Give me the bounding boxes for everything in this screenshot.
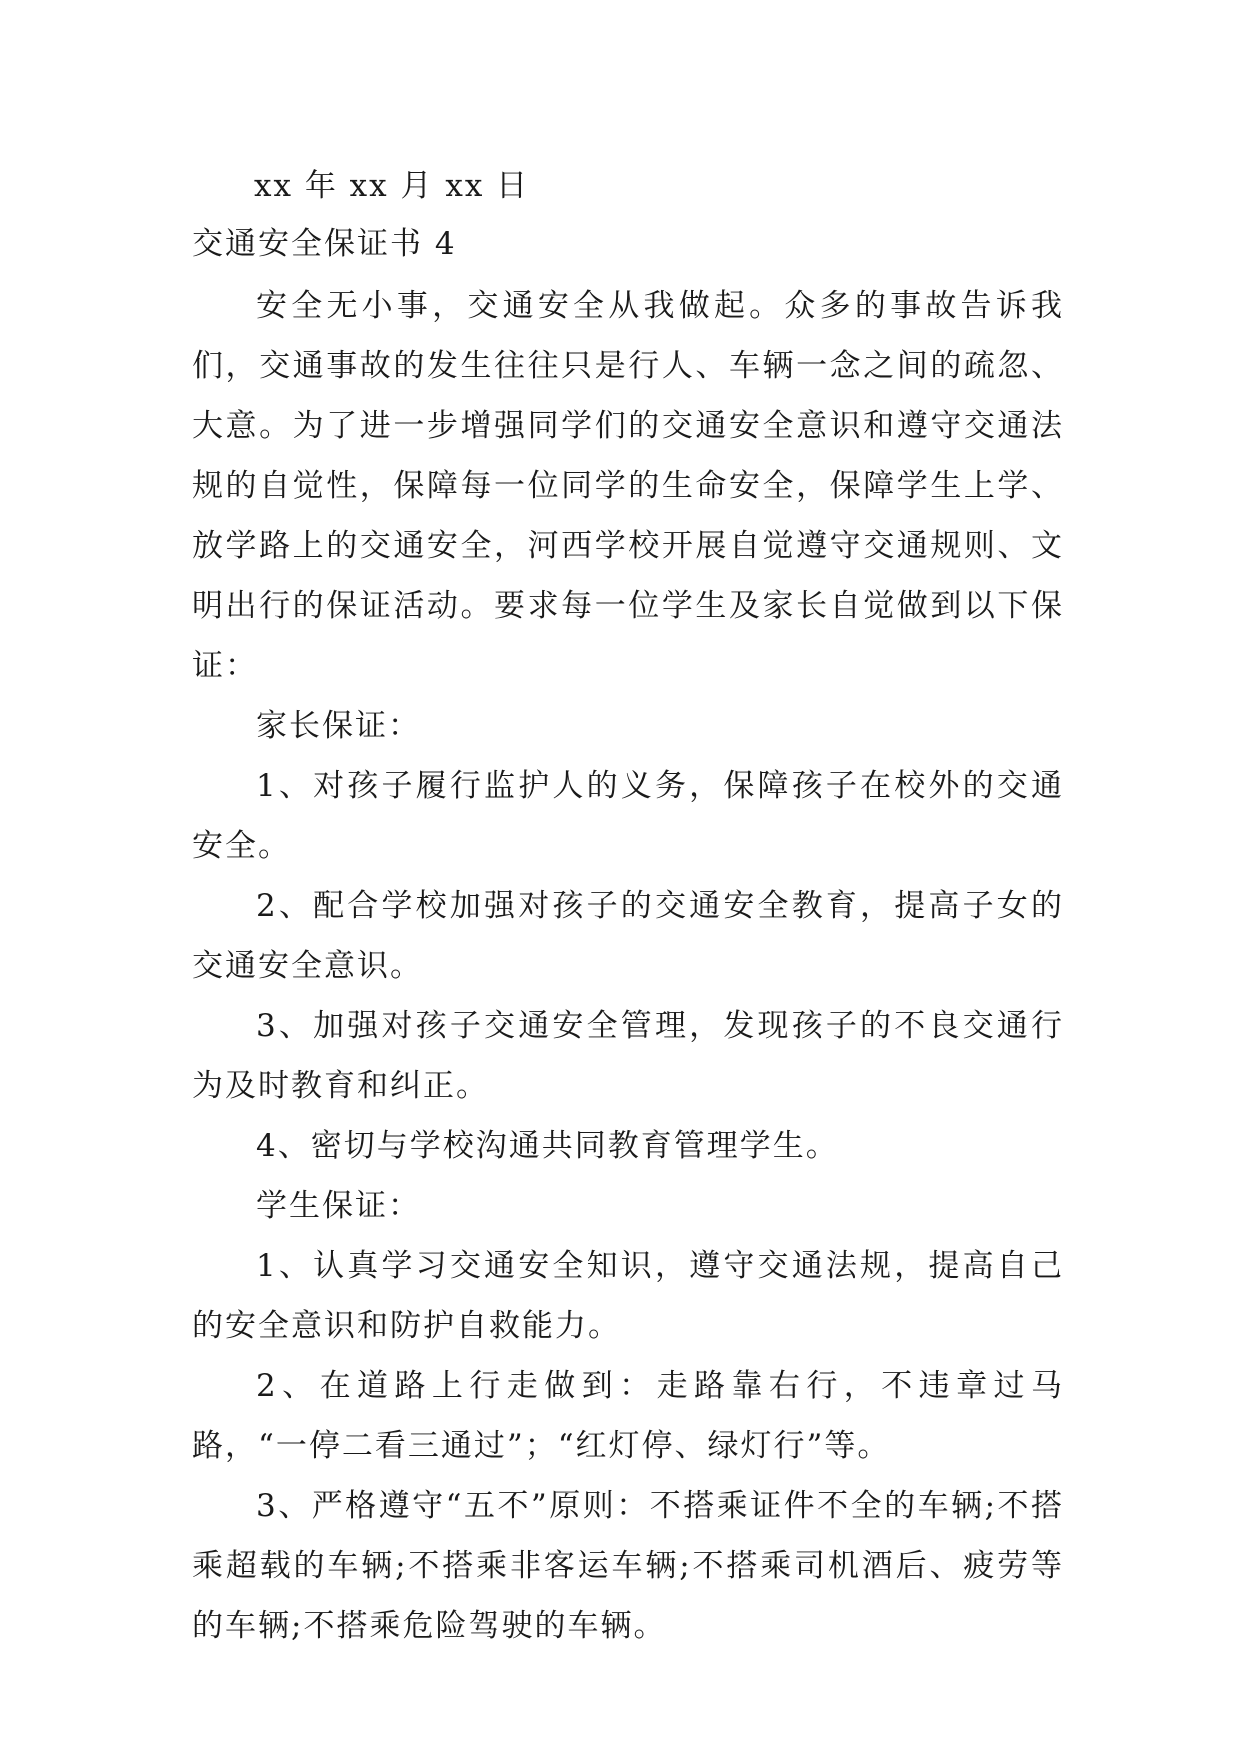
document-title: 交通安全保证书 4: [192, 226, 457, 262]
student-section-heading: 学生保证：: [256, 1188, 421, 1224]
student-item-1: 1、认真学习交通安全知识，遵守交通法规，提高自己的安全意识和防护自救能力。: [192, 1248, 1064, 1344]
parent-section-heading: 家长保证：: [256, 708, 421, 744]
document-body: [192, 158, 1064, 1656]
intro-paragraph: 安全无小事，交通安全从我做起。众多的事故告诉我们，交通事故的发生往往只是行人、车辆一念之间的疏忽、大意。为了进一步增强同学们的交通安全意识和遵守交通法规的自觉性，保障每一位同学的生命安全，保障学生上学、放学路上的交通安全，河西学校开展自觉遵守交通规则、文明出行的保证活动。要求每一位学生及家长自觉做到以下保证：: [192, 288, 1064, 684]
student-item-3: 3、严格遵守“五不”原则：不搭乘证件不全的车辆;不搭乘超载的车辆;不搭乘非客运车辆;不搭乘司机酒后、疲劳等的车辆;不搭乘危险驾驶的车辆。: [192, 1488, 1064, 1644]
student-item-2: 2、在道路上行走做到：走路靠右行，不违章过马路，“一停二看三通过”；“红灯停、绿灯行”等。: [192, 1368, 1064, 1464]
parent-item-1: 1、对孩子履行监护人的义务，保障孩子在校外的交通安全。: [192, 768, 1064, 864]
parent-item-3: 3、加强对孩子交通安全管理，发现孩子的不良交通行为及时教育和纠正。: [192, 1008, 1064, 1104]
parent-item-4: 4、密切与学校沟通共同教育管理学生。: [256, 1128, 839, 1164]
date-line: xx 年 xx 月 xx 日: [254, 168, 530, 204]
parent-item-2: 2、配合学校加强对孩子的交通安全教育，提高子女的交通安全意识。: [192, 888, 1064, 984]
